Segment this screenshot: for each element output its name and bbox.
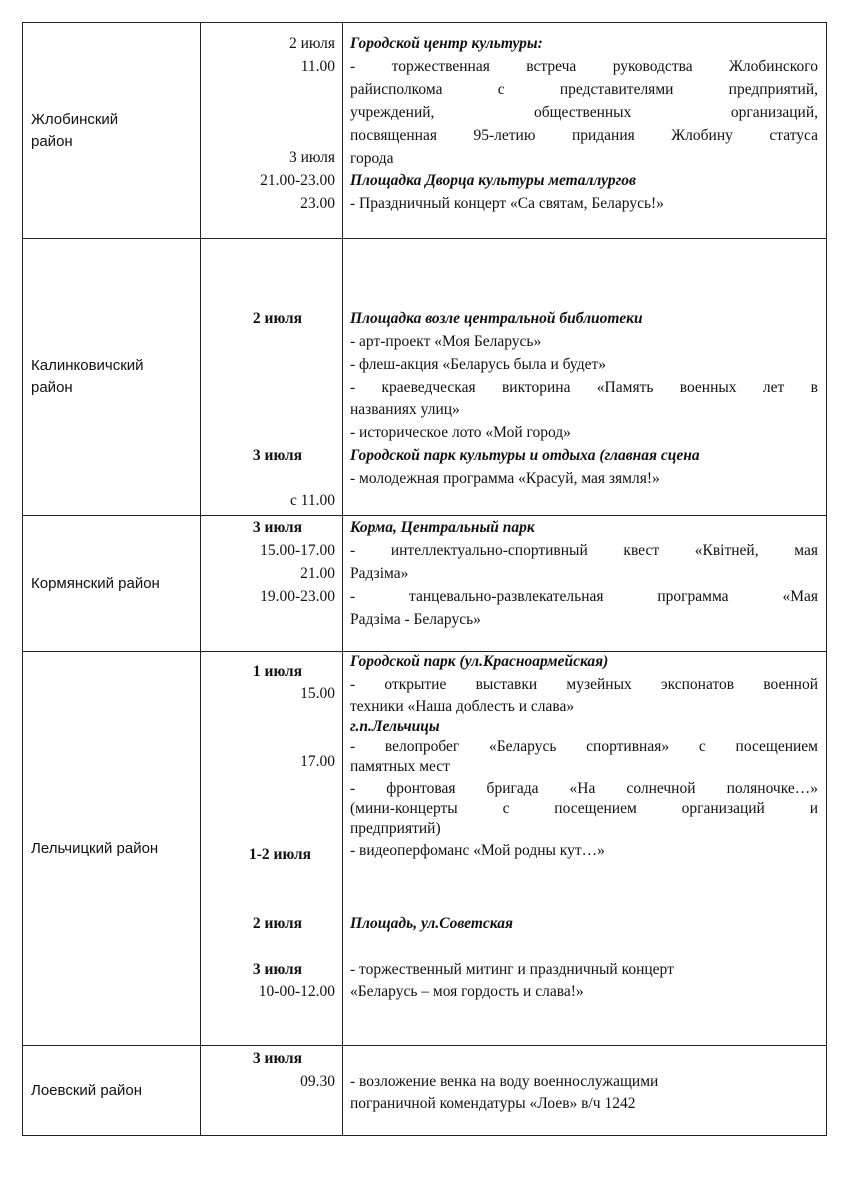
venue-title: Площадка возле центральной библиотеки <box>350 310 643 327</box>
time-cell <box>201 516 343 652</box>
event-line: - интеллектуально-спортивный квест «Квітней, мая <box>350 542 818 559</box>
district-cell <box>23 239 201 516</box>
events-cell <box>343 516 827 652</box>
event-line: - историческое лото «Мой город» <box>350 424 571 441</box>
district-cell <box>23 652 201 1046</box>
venue-title: Площадка Дворца культуры металлургов <box>350 172 636 189</box>
district-name: Калинковичский <box>31 357 144 374</box>
events-cell <box>343 652 827 1046</box>
event-line: учреждений, общественных организаций, <box>350 104 818 121</box>
table-row <box>23 23 827 239</box>
date-label: 2 июля <box>289 35 335 52</box>
table-row <box>23 239 827 516</box>
event-line: - торжественная встреча руководства Жлобинского <box>350 58 818 75</box>
time-label: 11.00 <box>300 58 335 75</box>
schedule-table <box>22 22 827 1136</box>
event-line: - возложение венка на воду военнослужащими <box>350 1073 659 1090</box>
venue-title: Городской центр культуры: <box>350 35 543 52</box>
event-line: - видеоперфоманс «Мой родны кут…» <box>350 842 605 859</box>
event-line: «Беларусь – моя гордость и слава!» <box>350 983 584 1000</box>
event-line: - велопробег «Беларусь спортивная» с посещением <box>350 738 818 755</box>
time-label: 21.00-23.00 <box>260 172 335 189</box>
table-row <box>23 516 827 652</box>
time-label: 15.00-17.00 <box>260 542 335 559</box>
time-cell <box>201 1046 343 1136</box>
date-label: 3 июля <box>252 1050 302 1067</box>
event-line: предприятий) <box>350 820 441 837</box>
event-line: - Праздничный концерт «Са святам, Беларусь!» <box>350 195 664 212</box>
table-row <box>23 652 827 1046</box>
date-label: 3 июля <box>289 149 335 166</box>
event-line: - молодежная программа «Красуй, мая зямля!» <box>350 470 660 487</box>
event-line: - танцевально-развлекательная программа «Мая <box>350 588 818 605</box>
venue-title: Корма, Центральный парк <box>350 519 535 536</box>
time-label: 21.00 <box>300 565 335 582</box>
date-label: 1-2 июля <box>248 846 311 863</box>
event-line: райисполкома с представителями предприятий, <box>350 81 818 98</box>
district-name: Кормянский район <box>31 574 160 592</box>
district-name: район <box>31 132 73 150</box>
district-cell <box>23 1046 201 1136</box>
time-cell <box>201 652 343 1046</box>
date-label: 2 июля <box>252 310 302 327</box>
event-line: посвященная 95-летию придания Жлобину статуса <box>350 127 818 144</box>
date-label: 2 июля <box>252 915 302 932</box>
event-line: города <box>350 150 394 167</box>
district-cell <box>23 23 201 239</box>
events-cell <box>343 23 827 239</box>
district-name: Лельчицкий район <box>31 839 159 857</box>
district-cell <box>23 516 201 652</box>
venue-title: г.п.Лельчицы <box>350 718 440 735</box>
date-label: 3 июля <box>252 447 302 464</box>
time-label: 19.00-23.00 <box>260 588 335 605</box>
date-label: 3 июля <box>252 519 302 536</box>
venue-title: Площадь, ул.Советская <box>350 915 513 932</box>
district-name: Лоевский район <box>31 1081 143 1099</box>
district-name: район <box>31 379 73 396</box>
event-line: - флеш-акция «Беларусь была и будет» <box>350 356 606 373</box>
event-line: (мини-концерты с посещением организаций и <box>350 800 818 817</box>
time-label: 10-00-12.00 <box>258 983 335 1000</box>
venue-title: Городской парк (ул.Красноармейская) <box>350 653 609 670</box>
district-name: Жлобинский <box>31 110 119 128</box>
time-cell <box>201 23 343 239</box>
date-label: 1 июля <box>252 663 302 680</box>
time-label: 23.00 <box>300 195 335 212</box>
event-line: - арт-проект «Моя Беларусь» <box>350 333 542 350</box>
event-line: Радзіма - Беларусь» <box>350 611 481 628</box>
event-line: - торжественный митинг и праздничный концерт <box>350 961 674 978</box>
event-line: пограничной комендатуры «Лоев» в/ч 1242 <box>350 1095 636 1112</box>
time-label: 17.00 <box>300 753 335 770</box>
table-row <box>23 1046 827 1136</box>
time-label: 15.00 <box>300 685 335 702</box>
time-label: с 11.00 <box>289 492 335 509</box>
time-cell <box>201 239 343 516</box>
event-line: названиях улиц» <box>350 401 460 418</box>
venue-title: Городской парк культуры и отдыха (главная сцена <box>350 447 700 464</box>
event-line: - краеведческая викторина «Память военных лет в <box>350 379 818 396</box>
event-line: техники «Наша доблесть и слава» <box>350 698 575 715</box>
event-line: - открытие выставки музейных экспонатов военной <box>350 676 818 693</box>
event-line: памятных мест <box>350 758 450 775</box>
schedule-table-wrapper <box>22 22 826 1135</box>
date-label: 3 июля <box>252 961 302 978</box>
event-line: - фронтовая бригада «На солнечной поляночке…» <box>350 780 818 797</box>
event-line: Радзіма» <box>350 565 409 582</box>
events-cell <box>343 239 827 516</box>
events-cell <box>343 1046 827 1136</box>
time-label: 09.30 <box>300 1073 335 1090</box>
